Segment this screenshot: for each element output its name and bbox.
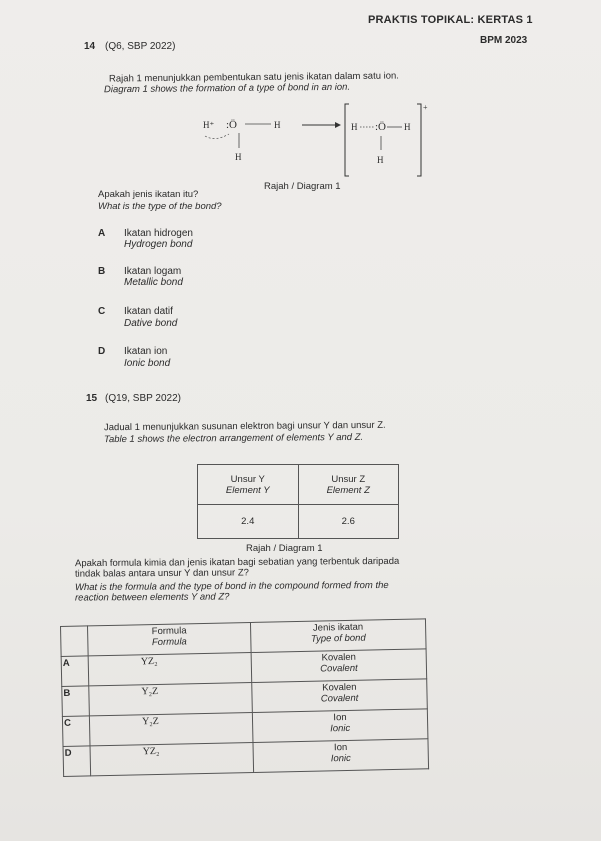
q14-option-b-letter[interactable]: B [98,266,106,277]
q15-source: (Q19, SBP 2022) [105,393,181,404]
ion-charge-label: + [423,103,428,112]
answer-row-bond [252,679,428,713]
bond-header-en: Type of bond [310,632,366,645]
electron-arrangement-table [197,464,399,539]
answer-row-letter[interactable]: A [61,656,89,687]
col-element-z-header [298,465,399,505]
col-element-y-ms: Unsur Y [230,473,265,485]
q14-option-c-en[interactable]: Dative bond [124,318,178,329]
answer-row-bond [253,739,429,773]
answer-row-d[interactable] [63,739,429,777]
bond-ms: Kovalen [322,681,357,694]
oxygen-right-label: :Ö [375,121,386,133]
bond-en: Ionic [330,722,351,735]
q14-option-a-en[interactable]: Hydrogen bond [124,239,193,250]
q14-number: 14 [84,41,96,52]
q14-option-d-en[interactable]: Ionic bond [124,358,171,369]
formula-header-en: Formula [151,636,187,649]
q14-option-c-ms[interactable]: Ikatan datif [124,306,173,317]
answer-row-letter[interactable]: C [62,716,90,747]
oxygen-left-label: :Ö [226,119,237,131]
answer-row-letter[interactable]: B [62,686,90,717]
electron-transfer-arrow [205,134,229,139]
q14-question-ms: Apakah jenis ikatan itu? [98,189,199,200]
col-element-y-header [198,465,299,505]
answer-row-formula: YZ₂ [88,653,252,686]
bond-ms: Kovalen [321,651,357,664]
q15-stem-en: Table 1 shows the electron arrangement of elements Y and Z. [103,431,364,446]
q15-number: 15 [86,393,98,404]
q14-option-b-en[interactable]: Metallic bond [124,277,183,288]
answer-letter-header [61,626,89,657]
q15-stem-ms: Jadual 1 menunjukkan susunan elektron bagi unsur Y dan unsur Z. [103,419,386,434]
answer-bond-header [250,619,426,653]
element-y-arrangement: 2.4 [198,505,299,539]
answer-row-formula: Y₂Z [89,712,253,745]
q14-option-c-letter[interactable]: C [98,306,106,317]
reaction-arrow-icon [335,122,341,128]
bond-ms: Ion [333,712,347,724]
q15-question-ms-1: Apakah formula kimia dan jenis ikatan bagi sebatian yang terbentuk daripada [74,555,400,570]
q14-option-d-letter[interactable]: D [98,346,106,357]
dative-bond-diagram [195,100,440,182]
bond-en: Covalent [320,692,359,705]
q14-question-en: What is the type of the bond? [98,201,222,212]
h-plus-label: H⁺ [203,120,215,130]
worksheet-title: PRAKTIS TOPIKAL: KERTAS 1 [368,14,533,26]
h-bottom-left-label: H [235,152,242,162]
answer-row-bond [251,649,427,683]
h-right-right-label: H [404,122,411,132]
bond-en: Covalent [320,662,358,675]
q14-option-d-ms[interactable]: Ikatan ion [124,346,168,357]
q15-question-en-2: reaction between elements Y and Z? [74,591,230,604]
bond-header-ms: Jenis ikatan [312,621,364,634]
answer-row-formula: YZ₂ [90,742,254,775]
formula-header-ms: Formula [151,625,187,638]
q15-question-ms-2: tindak balas antara unsur Y dan unsur Z? [74,567,249,580]
col-element-y-en: Element Y [225,484,270,496]
answer-row-formula: Y₂Z [89,682,253,715]
h-bottom-right-label: H [377,155,384,165]
h-right-left-label: H [274,120,281,130]
q14-option-b-ms[interactable]: Ikatan logam [124,266,182,277]
h-left-right-label: H [351,122,358,132]
q14-caption: Rajah / Diagram 1 [264,181,341,192]
element-z-arrangement: 2.6 [298,505,399,539]
bond-ms: Ion [333,742,348,754]
q14-stem-ms: Rajah 1 menunjukkan pembentukan satu jenis ikatan dalam satu ion. [108,70,399,85]
q14-option-a-ms[interactable]: Ikatan hidrogen [124,228,193,239]
worksheet-subtitle: BPM 2023 [480,35,528,46]
answer-options-table [60,618,429,777]
col-element-z-en: Element Z [326,484,370,496]
q14-source: (Q6, SBP 2022) [105,41,176,52]
bond-en: Ionic [330,752,351,765]
col-element-z-ms: Unsur Z [331,473,366,485]
answer-row-letter[interactable]: D [63,746,91,777]
answer-row-bond [252,709,428,743]
q14-stem-en: Diagram 1 shows the formation of a type of bond in an ion. [103,81,351,96]
q15-question-en-1: What is the formula and the type of bond in the compound formed from the [74,579,389,594]
q14-option-a-letter[interactable]: A [98,228,106,239]
answer-formula-header [88,623,252,656]
q15-caption: Rajah / Diagram 1 [246,543,323,554]
